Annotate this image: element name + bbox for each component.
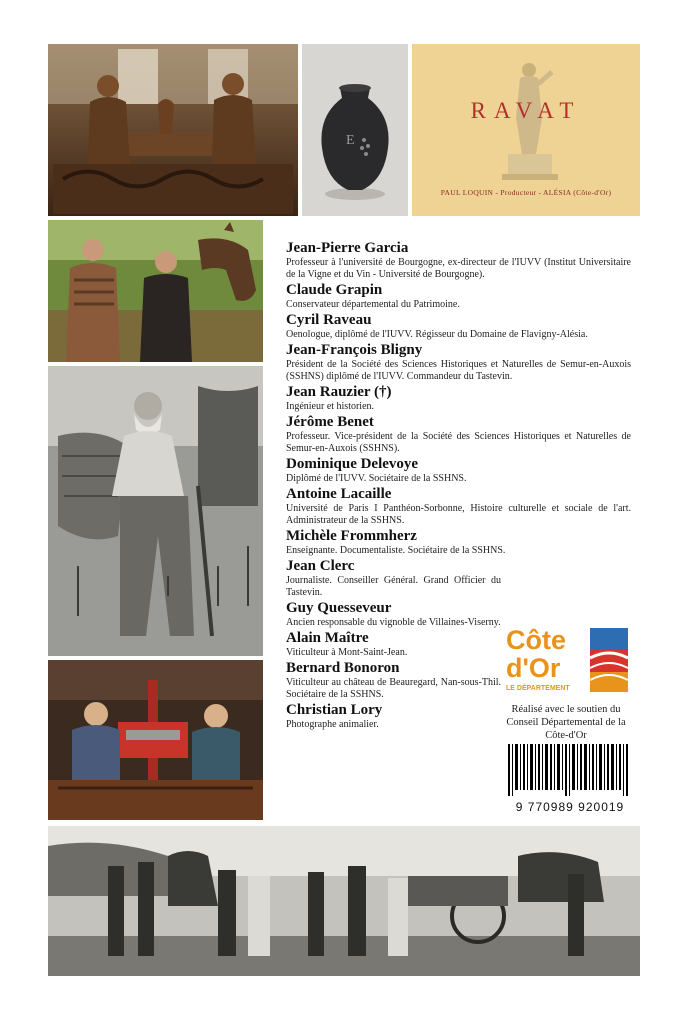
barcode-number: 9 770989 920019 (515, 800, 625, 814)
wood-carving-photo (48, 44, 298, 216)
logo-flag-icon (590, 628, 628, 692)
contributor-entry (286, 629, 501, 659)
contributor-entry (286, 413, 631, 455)
contributor-name: Bernard Bonoron (286, 660, 400, 676)
contributor-name: Jean Rauzier (†) (286, 384, 392, 400)
contributor-name: Alain Maître (286, 630, 369, 646)
contributor-name: Guy Quesseveur (286, 600, 392, 616)
men-with-horse-photo (48, 220, 263, 362)
logo-wordmark (506, 626, 590, 682)
contributor-entry (286, 701, 501, 731)
ravat-wine-label (412, 44, 640, 216)
contributor-entry (286, 485, 631, 527)
contributor-entry (286, 311, 631, 341)
contributor-name: Claude Grapin (286, 282, 383, 298)
contributor-description: Diplômé de l'IUVV. Sociétaire de la SSHNS. (286, 473, 467, 484)
contributor-description: Conservateur départemental du Patrimoine. (286, 299, 460, 310)
ancient-vase-photo (302, 44, 408, 216)
contributor-entry (286, 383, 631, 413)
contributor-description: Président de la Société des Sciences Historiques et Naturelles de Semur-en-Auxois (SSHNS) diplômé de l'IUVV. Commandeur du Tastevin. (286, 359, 631, 382)
contributor-name: Jérôme Benet (286, 414, 374, 430)
contributor-name: Antoine Lacaille (286, 486, 392, 502)
contributor-name: Christian Lory (286, 702, 383, 718)
support-text: Réalisé avec le soutien du Conseil Départemental de la Côte-d'Or (506, 704, 626, 741)
ravat-producer-line: PAUL LOQUIN - Producteur - ALÉSIA (Côte-d'Or) (440, 188, 612, 197)
logo-line-2: d'Or (506, 653, 561, 683)
contributor-entry (286, 557, 501, 599)
contributor-name: Dominique Delevoye (286, 456, 419, 472)
contributor-entry (286, 341, 631, 383)
contributor-description: Journaliste. Conseiller Général. Grand Officier du Tastevin. (286, 575, 501, 598)
contributor-name: Michèle Frommherz (286, 528, 417, 544)
logo-department-label: LE DÉPARTEMENT (506, 685, 570, 692)
contributor-entry (286, 527, 631, 557)
contributor-entry (286, 455, 631, 485)
contributor-description: Enseignante. Documentaliste. Sociétaire de la SSHNS. (286, 545, 506, 556)
contributor-description: Viticulteur à Mont-Saint-Jean. (286, 647, 408, 658)
contributor-entry (286, 659, 501, 701)
contributor-description: Ingénieur et historien. (286, 401, 375, 412)
contributor-entry (286, 599, 501, 629)
contributor-entry (286, 239, 631, 281)
contributor-description: Viticulteur au château de Beauregard, Nan-sous-Thil. Sociétaire de la SSHNS. (286, 677, 501, 700)
contributor-entry (286, 281, 631, 311)
barcode (508, 744, 628, 796)
harvest-group-photo (48, 826, 640, 976)
ravat-title: RAVAT (470, 98, 582, 123)
contributor-name: Jean-Pierre Garcia (286, 240, 409, 256)
contributor-description: Ancien responsable du vignoble de Villaines-Viserny. (286, 617, 501, 628)
wine-press-photo (48, 660, 263, 820)
contributor-description: Photographe animalier. (286, 719, 379, 730)
contributor-description: Professeur à l'université de Bourgogne, ex-directeur de l'IUVV (Institut Universitaire de la Vigne et du Vin - Université de Bourgogne). (286, 257, 631, 280)
logo-line-1: Côte (506, 625, 566, 655)
contributor-description: Professeur. Vice-président de la Société des Sciences Historiques et Naturelles de Semur-en-Auxois (SSHNS). (286, 431, 631, 454)
cote-dor-logo (506, 626, 628, 698)
contributor-name: Cyril Raveau (286, 312, 372, 328)
contributor-description: Université de Paris I Panthéon-Sorbonne, Histoire culturelle et sociale de l'art. Administrateur de la SSHNS. (286, 503, 631, 526)
contributor-description: Oenologue, diplômé de l'IUVV. Régisseur du Domaine de Flavigny-Alésia. (286, 329, 588, 340)
svg-text:E: E (346, 133, 355, 148)
old-farmer-photo (48, 366, 263, 656)
contributor-name: Jean Clerc (286, 558, 355, 574)
contributor-name: Jean-François Bligny (286, 342, 423, 358)
